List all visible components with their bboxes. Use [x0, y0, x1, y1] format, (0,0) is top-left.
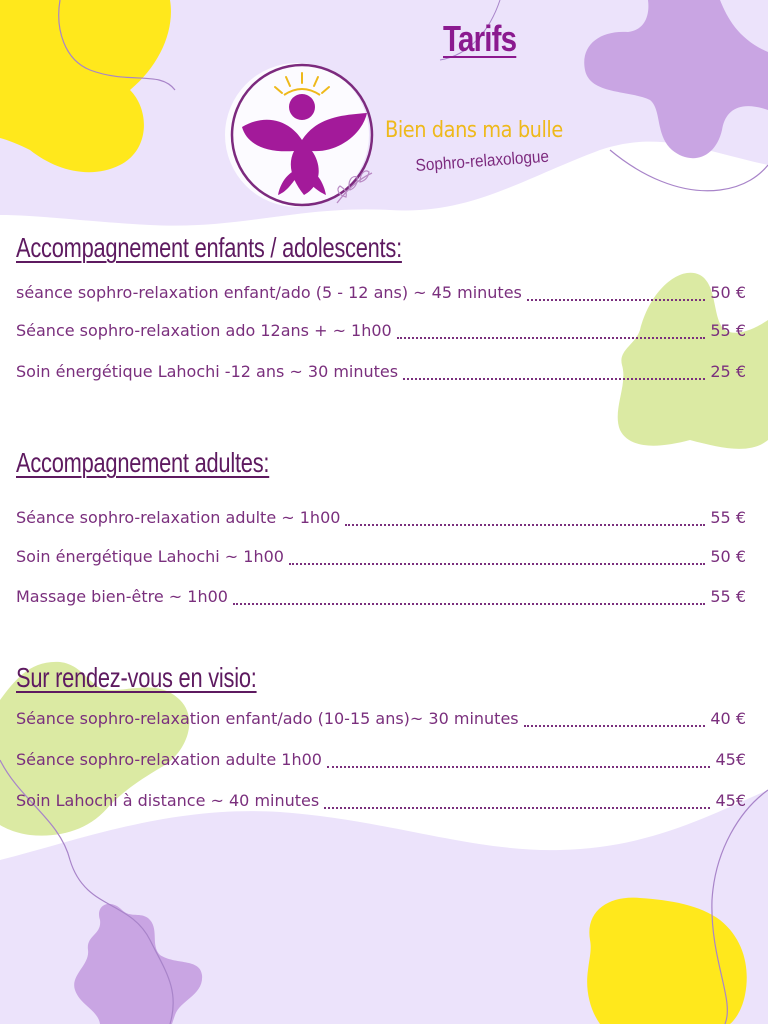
price-row-label: Soin énergétique Lahochi ~ 1h00	[16, 547, 284, 566]
dot-leader	[397, 337, 706, 339]
dot-leader	[524, 725, 706, 727]
dot-leader	[324, 807, 710, 809]
price-value: 25 €	[710, 362, 746, 381]
price-row	[16, 283, 746, 307]
price-row	[16, 362, 746, 386]
price-row-label: séance sophro-relaxation enfant/ado (5 - 12 ans) ~ 45 minutes	[16, 283, 522, 302]
price-value: 45€	[715, 750, 746, 769]
brand-tagline: Sophro-relaxologue	[415, 146, 550, 175]
price-row-label: Séance sophro-relaxation adulte 1h00	[16, 750, 322, 769]
section-title-visio: Sur rendez-vous en visio:	[16, 662, 257, 693]
dot-leader	[289, 563, 705, 565]
price-row-label: Massage bien-être ~ 1h00	[16, 587, 228, 606]
dot-leader	[327, 766, 711, 768]
price-value: 40 €	[710, 709, 746, 728]
dot-leader	[345, 524, 705, 526]
price-row-label: Séance sophro-relaxation adulte ~ 1h00	[16, 508, 341, 527]
price-value: 45€	[715, 791, 746, 810]
price-value: 55 €	[710, 587, 746, 606]
price-row	[16, 587, 746, 611]
dot-leader	[527, 299, 706, 301]
price-row-label: Soin Lahochi à distance ~ 40 minutes	[16, 791, 320, 810]
price-value: 55 €	[710, 508, 746, 527]
price-row	[16, 750, 746, 774]
brand-name: Bien dans ma bulle	[385, 118, 563, 143]
price-row-label: Séance sophro-relaxation enfant/ado (10-15 ans)~ 30 minutes	[16, 709, 519, 728]
price-row-label: Soin énergétique Lahochi -12 ans ~ 30 minutes	[16, 362, 399, 381]
section-title-adultes: Accompagnement adultes:	[16, 447, 270, 478]
section-title-enfants: Accompagnement enfants / adolescents:	[16, 232, 402, 263]
price-row-label: Séance sophro-relaxation ado 12ans + ~ 1h00	[16, 321, 392, 340]
dot-leader	[233, 603, 705, 605]
price-row	[16, 321, 746, 345]
price-row	[16, 709, 746, 733]
page-title: Tarifs	[443, 18, 517, 59]
price-row	[16, 508, 746, 532]
price-value: 55 €	[710, 321, 746, 340]
price-value: 50 €	[710, 547, 746, 566]
dot-leader	[403, 378, 705, 380]
price-row	[16, 791, 746, 815]
price-row	[16, 547, 746, 571]
price-value: 50 €	[710, 283, 746, 302]
